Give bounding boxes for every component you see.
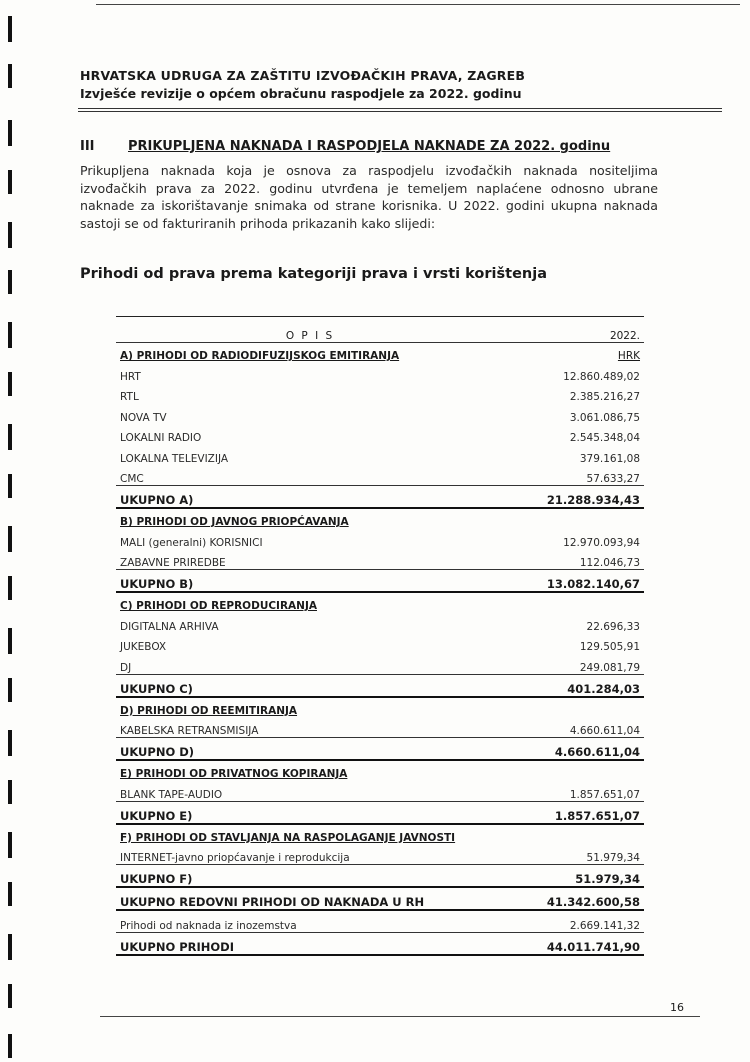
- column-header-description: O P I S: [285, 330, 335, 342]
- item-label: HRT: [120, 370, 141, 383]
- item-value: 379.161,08: [579, 452, 640, 465]
- subtotal-label: UKUPNO E): [120, 808, 193, 823]
- item-label: INTERNET-javno priopćavanje i reprodukcija: [120, 852, 350, 864]
- page-number: 16: [670, 1001, 684, 1014]
- table-row: [116, 844, 644, 865]
- item-value: 4.660.611,04: [569, 725, 640, 737]
- scan-mark: [8, 120, 12, 146]
- table-subheading: Prihodi od prava prema kategoriji prava i vrsti korištenja: [80, 266, 547, 282]
- subtotal-row: [116, 675, 644, 696]
- scan-mark: [8, 222, 12, 248]
- subtotal-value: 13.082.140,67: [546, 577, 640, 591]
- scan-mark: [8, 322, 12, 348]
- scan-mark: [8, 934, 12, 960]
- foreign-income-row: [116, 911, 644, 932]
- section-number: III: [80, 139, 95, 154]
- subtotal-row: [116, 802, 644, 823]
- top-edge-line: [96, 4, 740, 5]
- item-value: 22.696,33: [586, 620, 640, 633]
- item-label: DJ: [120, 661, 132, 674]
- table-body: [116, 343, 644, 888]
- subtotal-row: [116, 570, 644, 591]
- report-title: Izvješće revizije o općem obračunu raspodjele za 2022. godinu: [80, 86, 522, 101]
- item-label: JUKEBOX: [120, 641, 167, 653]
- group-title: C) PRIHODI OD REPRODUCIRANJA: [120, 600, 317, 612]
- table-row: [116, 424, 644, 445]
- table-row: [116, 549, 644, 570]
- regular-total-label: UKUPNO REDOVNI PRIHODI OD NAKNADA U RH: [120, 895, 425, 909]
- scan-mark: [8, 882, 12, 906]
- item-label: BLANK TAPE-AUDIO: [120, 788, 223, 801]
- subtotal-value: 1.857.651,07: [554, 808, 640, 823]
- section-title: PRIKUPLJENA NAKNADA I RASPODJELA NAKNADE ZA 2022. godinu: [128, 139, 611, 154]
- scan-mark: [8, 628, 12, 654]
- scan-mark: [8, 730, 12, 756]
- item-label: ZABAVNE PRIREDBE: [120, 557, 226, 569]
- item-value: 51.979,34: [586, 852, 640, 864]
- table-row: [116, 383, 644, 404]
- item-label: NOVA TV: [120, 411, 167, 424]
- table-row: [116, 444, 644, 465]
- subtotal-label: UKUPNO F): [120, 872, 193, 886]
- scan-mark: [8, 780, 12, 804]
- table-header-row: [116, 322, 644, 342]
- group-title: B) PRIHODI OD JAVNOG PRIOPĆAVANJA: [120, 516, 349, 528]
- table-row: [116, 780, 644, 801]
- item-value: 112.046,73: [579, 557, 640, 569]
- item-value: 2.385.216,27: [569, 391, 640, 403]
- subtotal-label: UKUPNO C): [120, 681, 193, 696]
- column-header-year: 2022.: [609, 330, 640, 342]
- document-header: [80, 68, 680, 101]
- scan-mark: [8, 832, 12, 858]
- table-row: [116, 633, 644, 654]
- subtotal-row: [116, 486, 644, 507]
- item-value: 12.970.093,94: [563, 536, 640, 549]
- item-value: 3.061.086,75: [569, 411, 640, 424]
- subtotal-row: [116, 865, 644, 886]
- total-rule: [116, 954, 644, 956]
- item-label: KABELSKA RETRANSMISIJA: [120, 725, 259, 737]
- scan-mark: [8, 984, 12, 1008]
- item-label: LOKALNI RADIO: [120, 432, 202, 444]
- scan-mark: [8, 526, 12, 552]
- table-row: [116, 653, 644, 674]
- subtotal-value: 21.288.934,43: [546, 493, 640, 507]
- scan-mark: [8, 576, 12, 600]
- grand-total-value: 44.011.741,90: [546, 939, 640, 954]
- item-label: LOKALNA TELEVIZIJA: [120, 452, 229, 465]
- item-value: 249.081,79: [579, 661, 640, 674]
- subtotal-value: 4.660.611,04: [554, 745, 640, 759]
- item-label: CMC: [120, 473, 144, 485]
- table-row: [116, 362, 644, 383]
- subtotal-label: UKUPNO B): [120, 577, 194, 591]
- scan-mark: [8, 678, 12, 702]
- table-row: [116, 528, 644, 549]
- scan-mark: [8, 474, 12, 498]
- item-value: 2.545.348,04: [569, 432, 640, 444]
- regular-total-value: 41.342.600,58: [546, 895, 640, 909]
- group-title: D) PRIHODI OD REEMITIRANJA: [120, 704, 298, 717]
- group-title-row: [116, 509, 644, 528]
- table-row: [116, 717, 644, 738]
- table-row: [116, 403, 644, 424]
- revenue-table: [116, 316, 644, 956]
- item-label: DIGITALNA ARHIVA: [120, 620, 219, 633]
- group-title: E) PRIHODI OD PRIVATNOG KOPIRANJA: [120, 768, 348, 780]
- regular-total-row: [116, 888, 644, 909]
- subtotal-value: 401.284,03: [567, 681, 640, 696]
- section-heading: [80, 139, 660, 154]
- group-title-row: [116, 825, 644, 844]
- group-title-row: [116, 761, 644, 780]
- scan-mark: [8, 64, 12, 88]
- group-title-row: [116, 593, 644, 612]
- subtotal-label: UKUPNO A): [120, 493, 194, 507]
- subtotal-label: UKUPNO D): [120, 745, 195, 759]
- grand-total-row: [116, 933, 644, 954]
- scan-mark: [8, 16, 12, 42]
- organization-name: HRVATSKA UDRUGA ZA ZAŠTITU IZVOĐAČKIH PRAVA, ZAGREB: [80, 68, 526, 83]
- footer-line: [100, 1016, 700, 1017]
- grand-total-label: UKUPNO PRIHODI: [120, 939, 235, 954]
- group-title-row: [116, 698, 644, 717]
- group-title: A) PRIHODI OD RADIODIFUZIJSKOG EMITIRANJA: [120, 350, 400, 362]
- scan-mark: [8, 1034, 12, 1058]
- foreign-income-label: Prihodi od naknada iz inozemstva: [120, 919, 297, 932]
- group-title-row: [116, 343, 644, 362]
- currency-unit: HRK: [617, 350, 640, 362]
- table-row: [116, 612, 644, 633]
- table-row: [116, 465, 644, 486]
- item-value: 12.860.489,02: [563, 370, 640, 383]
- item-value: 1.857.651,07: [569, 788, 640, 801]
- header-divider: [78, 108, 722, 112]
- subtotal-row: [116, 738, 644, 759]
- scan-mark: [8, 424, 12, 450]
- scan-mark: [8, 270, 12, 294]
- table-top-rule: [116, 316, 644, 317]
- foreign-income-value: 2.669.141,32: [569, 919, 640, 932]
- item-value: 57.633,27: [586, 473, 640, 485]
- subtotal-value: 51.979,34: [575, 872, 640, 886]
- intro-paragraph: Prikupljena naknada koja je osnova za raspodjelu izvođačkih naknada nositeljima izvođačkih prava za 2022. godinu utvrđena je temeljem naplaćene odnosno ubrane naknade za iskorištavanje snimaka od strane korisnika. U 2022. godini ukupna naknada sastoji se od fakturiranih prihoda prikazanih kako slijedi:: [80, 163, 658, 231]
- scan-mark: [8, 372, 12, 396]
- scan-mark: [8, 170, 12, 194]
- item-value: 129.505,91: [579, 641, 640, 653]
- group-title: F) PRIHODI OD STAVLJANJA NA RASPOLAGANJE JAVNOSTI: [120, 831, 456, 844]
- item-label: MALI (generalni) KORISNICI: [120, 536, 263, 549]
- item-label: RTL: [120, 391, 139, 403]
